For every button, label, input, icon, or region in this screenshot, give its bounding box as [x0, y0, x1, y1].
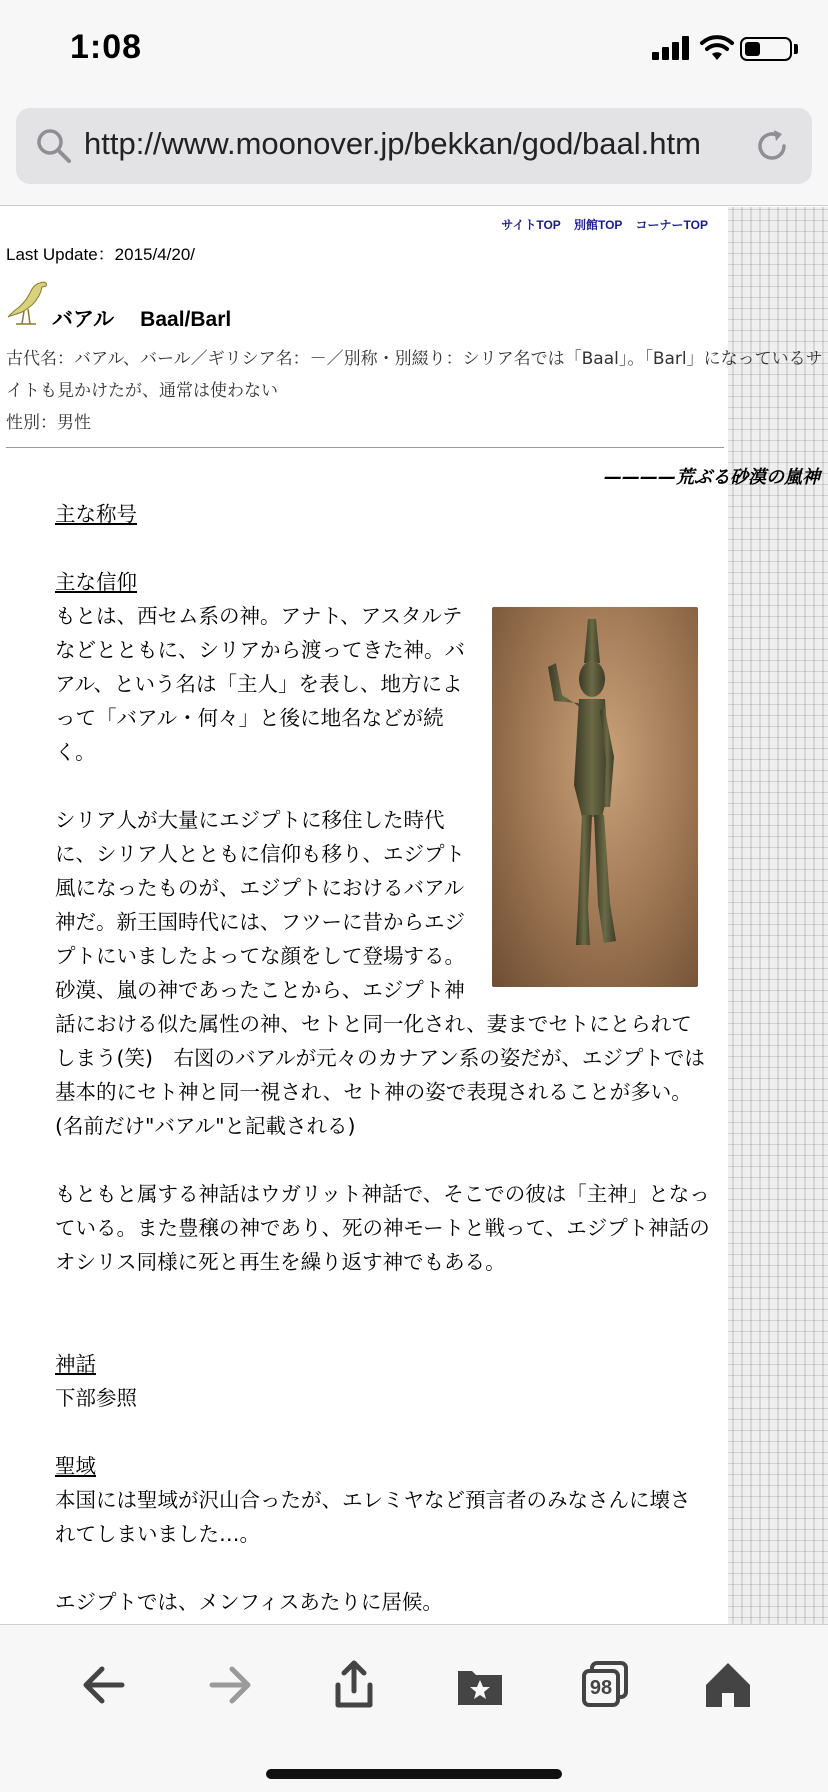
god-info	[6, 343, 824, 439]
address-bar[interactable]	[16, 108, 812, 184]
belief-heading: 主な信仰	[55, 570, 137, 594]
back-arrow-icon[interactable]	[76, 1657, 132, 1713]
reload-icon[interactable]	[752, 126, 792, 166]
cellular-signal-icon	[652, 36, 692, 60]
info-names: 古代名：バアル、バール／ギリシア名：－／別称・別綴り：シリア名では「Baal」。「Barl」になっているサイトも見かけたが、通常は使わない	[6, 349, 823, 401]
divider	[6, 447, 724, 448]
share-icon[interactable]	[326, 1657, 382, 1713]
belief-paragraph-2: シリア人が大量にエジプトに移住した時代に、シリア人とともに信仰も移り、エジプト風になったものが、エジプトにおけるバアル神だ。新王国時代には、フツーに昔からエジプトにいましたよってな顔をして登場する。砂漠、嵐の神であったことから、エジプト神話における似た属性の神、セトと同一化され、妻までセトにとられてしまう(笑) 右図のバアルが元々のカナアン系の姿だが、エジプトでは基本的にセト神と同一視され、セト神の姿で表現されることが多い。(名前だけ"バアル"と記載される)	[55, 808, 705, 1138]
belief-paragraph-1: もとは、西セム系の神。アナト、アスタルテなどとともに、シリアから渡ってきた神。バアル、という名は「主人」を表し、地方によって「バアル・何々」と後に地名などが続く。	[55, 604, 465, 764]
web-page	[0, 207, 828, 1624]
baal-statue-image	[492, 607, 698, 987]
info-gender: 性別：男性	[6, 413, 91, 433]
battery-level	[745, 42, 760, 56]
forward-arrow-icon[interactable]	[202, 1657, 258, 1713]
wifi-icon	[700, 34, 734, 62]
last-update: Last Update：2015/4/20/	[6, 245, 196, 264]
battery-icon	[740, 37, 792, 61]
search-icon	[36, 128, 72, 164]
home-icon[interactable]	[700, 1657, 756, 1713]
statue-figure	[492, 607, 698, 987]
bird-hieroglyph-icon	[6, 277, 50, 327]
header-links	[491, 216, 708, 233]
annex-top-link[interactable]: 別館TOP	[573, 218, 623, 232]
battery-nub	[794, 44, 798, 54]
sanctuary-paragraph-1: 本国には聖域が沢山合ったが、エレミヤなど預言者のみなさんに壊されてしまいました…。	[55, 1488, 691, 1546]
god-name-jp: バアル	[52, 307, 115, 331]
sanctuary-heading: 聖域	[55, 1454, 96, 1478]
myth-heading: 神話	[55, 1352, 96, 1376]
page-subtitle: ————荒ぶる砂漠の嵐神	[604, 467, 820, 488]
god-name	[52, 303, 231, 333]
site-top-link[interactable]: サイトTOP	[501, 218, 561, 232]
home-indicator	[266, 1769, 562, 1779]
bookmarks-icon[interactable]	[452, 1657, 508, 1713]
sanctuary-paragraph-2: エジプトでは、メンフィスあたりに居候。	[55, 1590, 443, 1614]
article-body	[55, 497, 710, 1653]
url-text[interactable]: http://www.moonover.jp/bekkan/god/baal.htm	[84, 126, 701, 161]
title-heading: 主な称号	[55, 502, 137, 526]
belief-paragraph-3: もともと属する神話はウガリット神話で、そこでの彼は「主神」となっている。また豊穣の神であり、死の神モートと戦って、エジプト神話のオシリス同様に死と再生を繰り返す神でもある。	[55, 1182, 710, 1274]
browser-toolbar	[0, 1624, 828, 1792]
tabs-button[interactable]	[578, 1657, 634, 1713]
tabs-count: 98	[589, 1677, 613, 1699]
myth-text: 下部参照	[55, 1386, 137, 1410]
god-name-en: Baal/Barl	[140, 308, 232, 331]
status-bar	[0, 0, 828, 100]
address-bar-container	[0, 100, 828, 206]
corner-top-link[interactable]: コーナーTOP	[635, 218, 708, 232]
clock: 1:08	[70, 28, 143, 66]
